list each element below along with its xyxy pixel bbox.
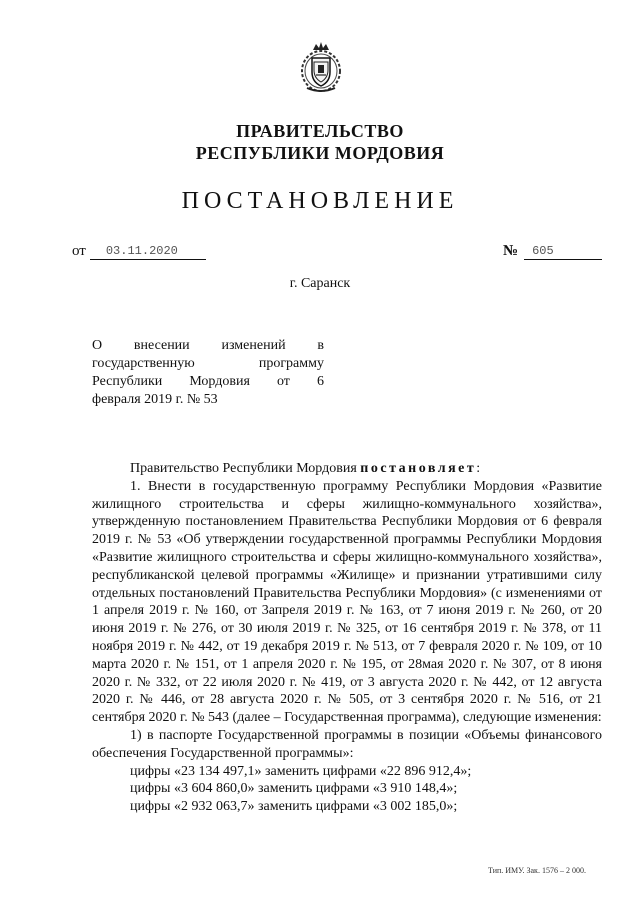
item-1-paragraph: 1. Внести в государственную программу Республики Мордовия «Развитие жилищного строительства и сферы жилищно-коммунального хозяйства», утвержденную постановлением Правительства Республики Мордовия от 6 февраля 2019 г. № 53 «Об утверждении государственной программы Республики Мордовия «Развитие жилищного строительства и сферы жилищно-коммунального хозяйства», республиканской целевой программы «Жилище» и признании утратившими силу отдельных постановлений Правительства Республики Мордовия» (с изменениями от 1 апреля 2019 г. № 160, от 3апреля 2019 г. № 163, от 7 июня 2019 г. № 260, от 20 июня 2019 г. № 276, от 30 июля 2019 г. № 325, от 16 сентября 2019 г. № 378, от 11 ноября 2019 г. № 442, от 19 декабря 2019 г. № 513, от 7 февраля 2020 г. № 109, от 10 марта 2020 г. № 151, от 1 апреля 2020 г. № 195, от 28мая 2020 г. № 307, от 8 июня 2020 г. № 332, от 22 июля 2020 г. № 419, от 3 августа 2020 г. № 442, от 12 августа 2020 г. № 446, от 28 августа 2020 г. № 505, от 3 сентября 2020 г. № 516, от 21 сентября 2020 г. № 543 (далее – Государственная программа), следующие изменения: bbox=[92, 478, 602, 726]
print-mark: Тип. ИМУ. Зак. 1576 – 2 000. bbox=[488, 866, 586, 875]
preamble-text: Правительство Республики Мордовия bbox=[130, 461, 357, 476]
subject-line: февраля 2019 г. № 53 bbox=[92, 392, 218, 407]
subject-line: государственную программу bbox=[92, 356, 324, 371]
date-line bbox=[72, 242, 206, 260]
number-prefix: № bbox=[503, 243, 519, 259]
subject-line: О внесении изменений в bbox=[92, 338, 324, 353]
number-value: 605 bbox=[524, 243, 602, 260]
replacement-line: цифры «3 604 860,0» заменить цифрами «3 910 148,4»; bbox=[130, 781, 458, 797]
number-line bbox=[503, 242, 602, 260]
coat-of-arms-icon bbox=[299, 40, 343, 94]
government-title: ПРАВИТЕЛЬСТВО bbox=[236, 121, 404, 141]
government-subtitle: РЕСПУБЛИКИ МОРДОВИЯ bbox=[195, 143, 445, 163]
document-type: ПОСТАНОВЛЕНИЕ bbox=[181, 188, 459, 214]
replacement-line: цифры «2 932 063,7» заменить цифрами «3 002 185,0»; bbox=[130, 799, 458, 815]
preamble-end: : bbox=[476, 461, 481, 476]
preamble-paragraph bbox=[92, 460, 602, 478]
subject-line: Республики Мордовия от 6 bbox=[92, 374, 324, 389]
city: г. Саранск bbox=[289, 276, 351, 291]
date-value: 03.11.2020 bbox=[90, 243, 206, 260]
decree-word: постановляет bbox=[360, 461, 477, 476]
replacement-line: цифры «23 134 497,1» заменить цифрами «22 896 912,4»; bbox=[130, 763, 472, 779]
document-body bbox=[92, 460, 602, 816]
date-prefix: от bbox=[72, 243, 86, 259]
item-1-1-paragraph: 1) в паспорте Государственной программы в позиции «Объемы финансового обеспечения Государственной программы»: bbox=[92, 727, 602, 761]
document-subject bbox=[92, 337, 324, 409]
